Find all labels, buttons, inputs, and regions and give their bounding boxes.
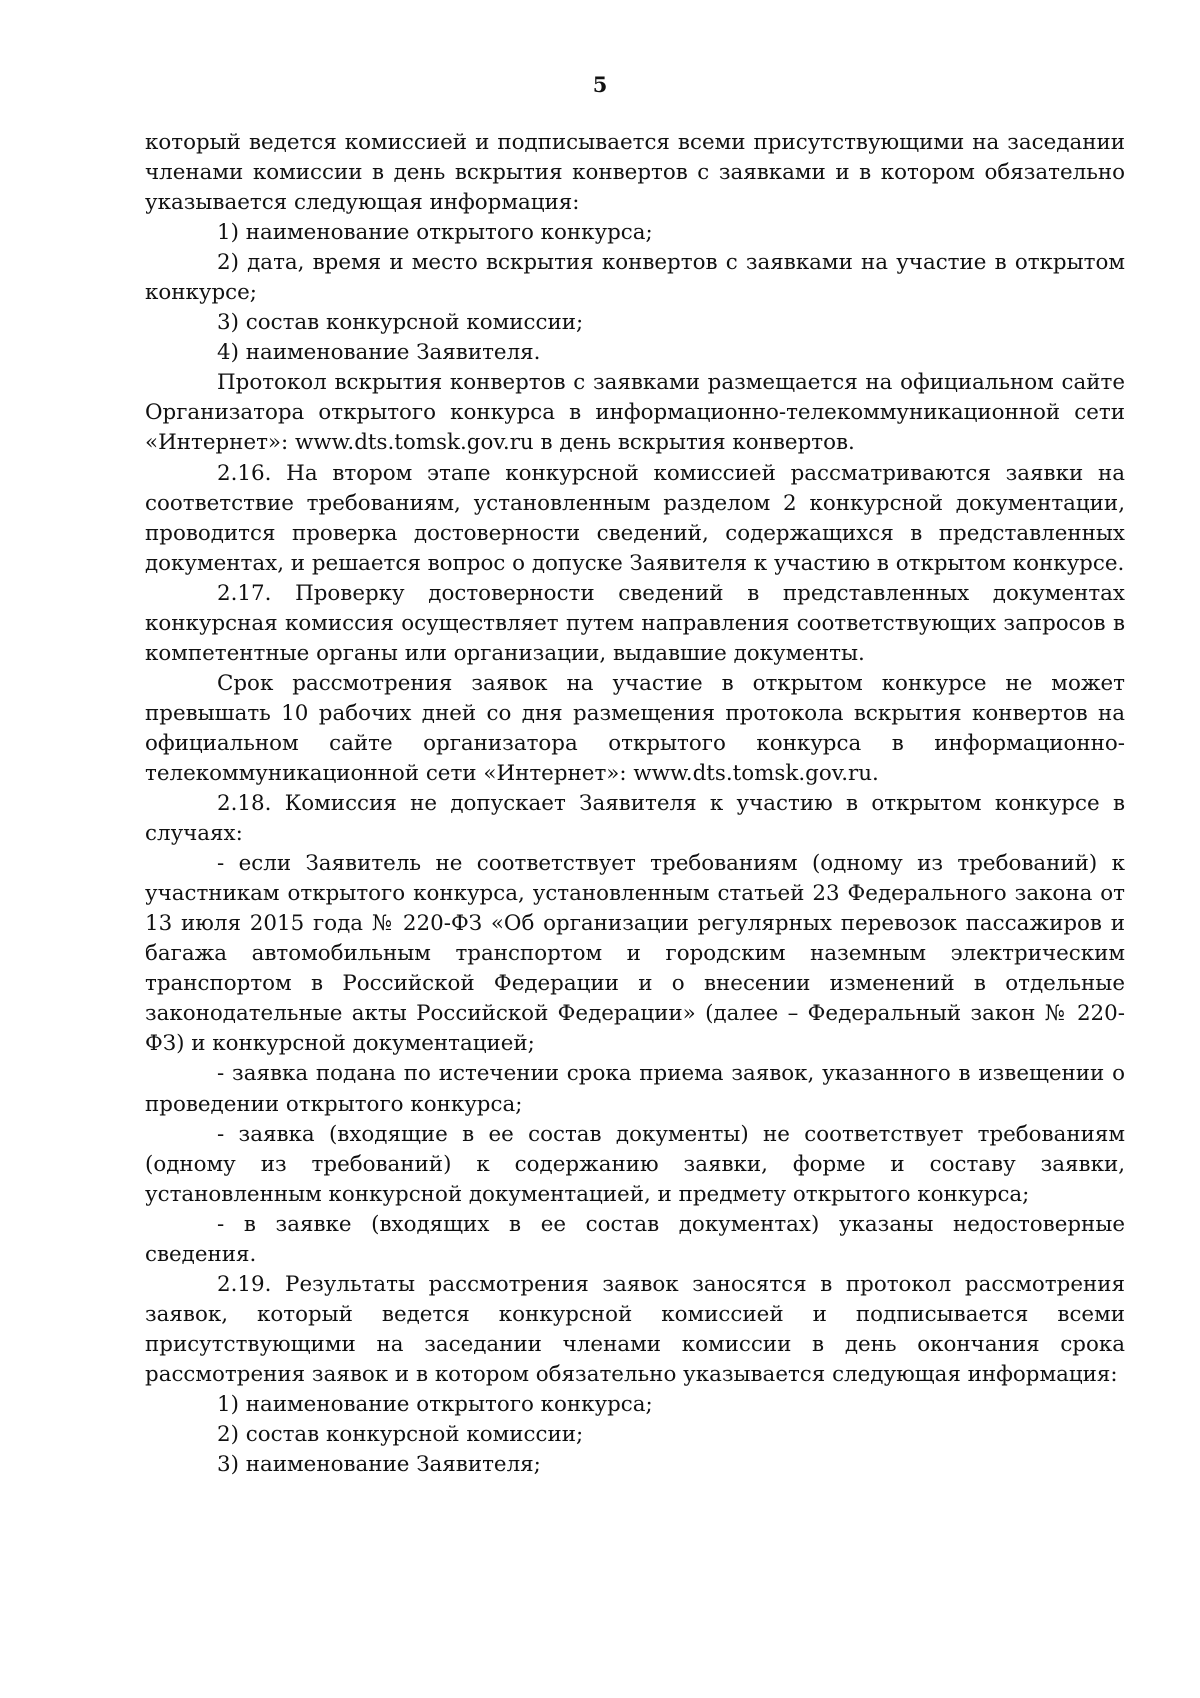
clause-2-17: 2.17. Проверку достоверности сведений в представленных документах конкурсная комиссия осуществляет путем направления соответствующих запросов в компетентные органы или организации, выдавшие документы. xyxy=(145,580,1125,666)
list-item-3-commission: 3) состав конкурсной комиссии; xyxy=(217,310,584,336)
clause-2-19: 2.19. Результаты рассмотрения заявок заносятся в протокол рассмотрения заявок, который ведется конкурсной комиссией и подписывается всеми присутствующими на заседании членами комиссии в день окончания срока рассмотрения заявок и в котором обязательно указывается следующая информация: xyxy=(145,1271,1125,1387)
rejection-case-nonconforming: - заявка (входящие в ее состав документы) не соответствует требованиям (одному из требований) к содержанию заявки, форме и составу заявки, установленным конкурсной документацией, и предмету открытого конкурса; xyxy=(145,1121,1125,1207)
list2-item-1-contest-name: 1) наименование открытого конкурса; xyxy=(217,1391,653,1417)
rejection-case-late: - заявка подана по истечении срока приема заявок, указанного в извещении о проведении открытого конкурса; xyxy=(145,1061,1125,1117)
list-item-1-contest-name: 1) наименование открытого конкурса; xyxy=(217,220,653,246)
page-number: 5 xyxy=(592,72,608,97)
paragraph-review-period: Срок рассмотрения заявок на участие в открытом конкурсе не может превышать 10 рабочих дней со дня размещения протокола вскрытия конвертов на официальном сайте организатора открытого конкурса в информационно-телекоммуникационной сети «Интернет»: www.dts.tomsk.gov.ru. xyxy=(145,670,1125,786)
list-item-4-applicant: 4) наименование Заявителя. xyxy=(217,340,541,366)
list-item-2-date-time-place: 2) дата, время и место вскрытия конвертов с заявками на участие в открытом конкурсе; xyxy=(145,250,1125,306)
clause-2-18: 2.18. Комиссия не допускает Заявителя к участию в открытом конкурсе в случаях: xyxy=(145,791,1125,847)
clause-2-16: 2.16. На втором этапе конкурсной комиссией рассматриваются заявки на соответствие требованиям, установленным разделом 2 конкурсной документации, проводится проверка достоверности сведений, содержащихся в представленных документах, и решается вопрос о допуске Заявителя к участию в открытом конкурсе. xyxy=(145,460,1125,576)
paragraph-intro: который ведется комиссией и подписывается всеми присутствующими на заседании членами комиссии в день вскрытия конвертов с заявками и в котором обязательно указывается следующая информация: xyxy=(145,130,1125,216)
rejection-case-false-info: - в заявке (входящих в ее состав документах) указаны недостоверные сведения. xyxy=(145,1211,1125,1267)
list2-item-2-commission: 2) состав конкурсной комиссии; xyxy=(217,1422,584,1448)
paragraph-protocol-publication: Протокол вскрытия конвертов с заявками размещается на официальном сайте Организатора открытого конкурса в информационно-телекоммуникационной сети «Интернет»: www.dts.tomsk.gov.ru в день вскрытия конвертов. xyxy=(145,370,1125,456)
document-body xyxy=(145,128,1125,1480)
list2-item-3-applicant: 3) наименование Заявителя; xyxy=(217,1452,541,1478)
rejection-case-requirements: - если Заявитель не соответствует требованиям (одному из требований) к участникам открытого конкурса, установленным статьей 23 Федерального закона от 13 июля 2015 года № 220-ФЗ «Об организации регулярных перевозок пассажиров и багажа автомобильным транспортом и городским наземным электрическим транспортом в Российской Федерации и о внесении изменений в отдельные законодательные акты Российской Федерации» (далее – Федеральный закон № 220-ФЗ) и конкурсной документацией; xyxy=(145,851,1125,1057)
